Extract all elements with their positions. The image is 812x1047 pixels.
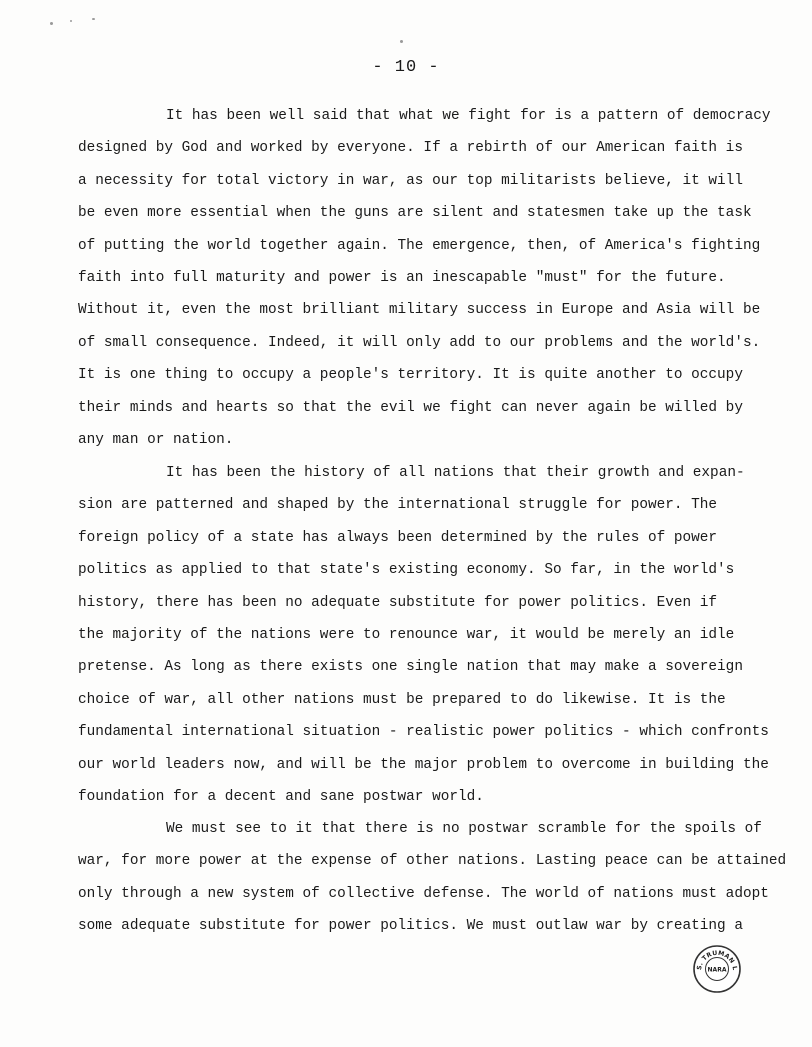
paragraph-line: faith into full maturity and power is an inescapable "must" for the future. <box>78 269 726 286</box>
paragraph-2 <box>78 457 769 813</box>
paragraph-line: foundation for a decent and sane postwar world. <box>78 788 484 805</box>
scan-speck <box>92 18 95 20</box>
stamp-subtext: NARA <box>707 966 727 974</box>
scan-speck <box>50 22 53 25</box>
paragraph-line: designed by God and worked by everyone. If a rebirth of our American faith is <box>78 140 743 157</box>
paragraph-3 <box>78 813 787 943</box>
paragraph-line: a necessity for total victory in war, as our top militarists believe, it will <box>78 172 743 189</box>
library-stamp <box>692 944 742 994</box>
library-seal-icon <box>692 944 742 994</box>
scan-speck <box>70 20 72 22</box>
stamp-text: S. TRUMAN L <box>695 949 739 971</box>
paragraph-line: Without it, even the most brilliant military success in Europe and Asia will be <box>78 302 761 319</box>
paragraph-line: their minds and hearts so that the evil we fight can never again be willed by <box>78 399 743 416</box>
page-number: - 10 - <box>372 58 440 77</box>
paragraph-line: only through a new system of collective defense. The world of nations must adopt <box>78 885 769 902</box>
paragraph-line: politics as applied to that state's existing economy. So far, in the world's <box>78 562 735 579</box>
paragraph-line: We must see to it that there is no postwar scramble for the spoils of <box>166 821 762 837</box>
paragraph-line: be even more essential when the guns are silent and statesmen take up the task <box>78 205 752 222</box>
paragraph-line: sion are patterned and shaped by the international struggle for power. The <box>78 497 718 514</box>
paragraph-line: war, for more power at the expense of other nations. Lasting peace can be attained <box>78 853 787 870</box>
scan-speck <box>400 40 403 43</box>
paragraph-line: any man or nation. <box>78 431 234 448</box>
paragraph-line: It has been well said that what we fight for is a pattern of democracy <box>166 108 771 124</box>
paragraph-line: It is one thing to occupy a people's territory. It is quite another to occupy <box>78 367 743 384</box>
paragraph-line: of putting the world together again. The emergence, then, of America's fighting <box>78 237 761 254</box>
paragraph-line: foreign policy of a state has always been determined by the rules of power <box>78 529 718 546</box>
paragraph-line: some adequate substitute for power politics. We must outlaw war by creating a <box>78 918 743 935</box>
paragraph-line: history, there has been no adequate substitute for power politics. Even if <box>78 594 718 611</box>
paragraph-line: It has been the history of all nations that their growth and expan- <box>166 465 745 481</box>
paragraph-line: our world leaders now, and will be the major problem to overcome in building the <box>78 756 769 773</box>
paragraph-line: choice of war, all other nations must be prepared to do likewise. It is the <box>78 691 726 708</box>
paragraph-line: fundamental international situation - realistic power politics - which confronts <box>78 724 769 741</box>
paragraph-1 <box>78 100 771 456</box>
paragraph-line: the majority of the nations were to renounce war, it would be merely an idle <box>78 626 735 643</box>
paragraph-line: of small consequence. Indeed, it will only add to our problems and the world's. <box>78 334 761 351</box>
paragraph-line: pretense. As long as there exists one single nation that may make a sovereign <box>78 659 743 676</box>
